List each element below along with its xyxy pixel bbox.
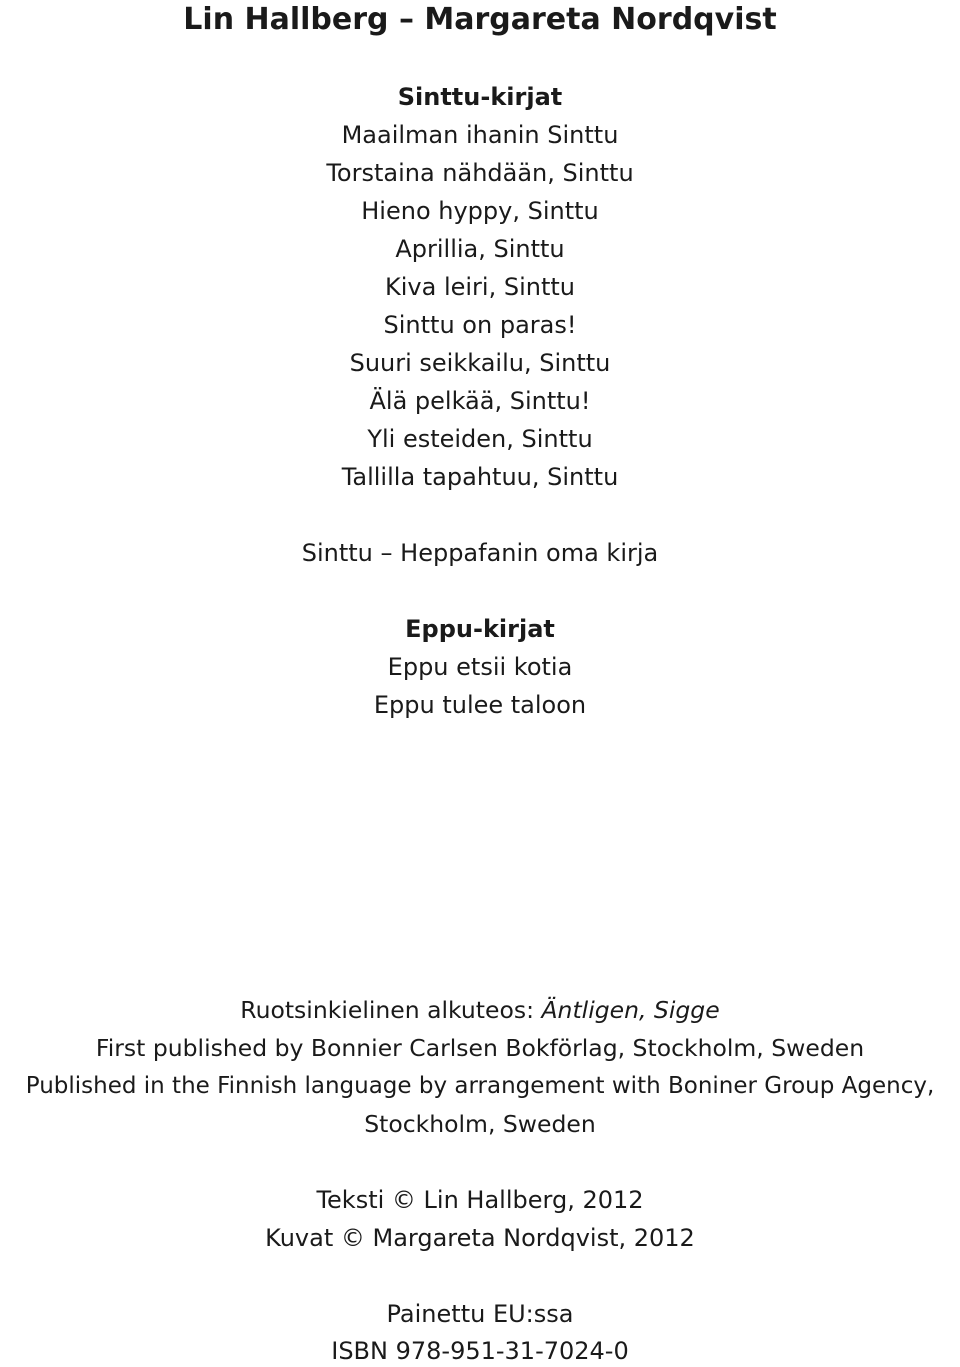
eppu-series-heading: Eppu-kirjat [405,615,555,643]
book-title: Yli esteiden, Sinttu [367,425,593,453]
book-title: Eppu etsii kotia [387,653,573,681]
text-copyright: Teksti © Lin Hallberg, 2012 [316,1186,644,1214]
book-title: Eppu tulee taloon [373,691,587,719]
book-title: Älä pelkää, Sinttu! [369,387,591,415]
finnish-edition-city: Stockholm, Sweden [364,1110,596,1138]
book-title: Suuri seikkailu, Sinttu [349,349,611,377]
book-title: Aprillia, Sinttu [395,235,565,263]
first-published-line: First published by Bonnier Carlsen Bokförlag, Stockholm, Sweden [95,1034,865,1062]
original-title-line [0,994,960,1026]
book-title: Hieno hyppy, Sinttu [361,197,599,225]
original-title-label: Ruotsinkielinen alkuteos: [240,996,542,1024]
book-title: Maailman ihanin Sinttu [341,121,619,149]
illustration-copyright: Kuvat © Margareta Nordqvist, 2012 [265,1224,695,1252]
finnish-edition-line: Published in the Finnish language by arrangement with Boniner Group Agency, [25,1073,935,1099]
printed-in: Painettu EU:ssa [386,1300,574,1328]
book-title: Tallilla tapahtuu, Sinttu [341,463,619,491]
book-title: Sinttu on paras! [383,311,577,339]
book-title: Torstaina nähdään, Sinttu [326,159,634,187]
original-title: Äntligen, Sigge [541,996,720,1024]
fan-book-title: Sinttu – Heppafanin oma kirja [301,539,659,567]
sinttu-series-heading: Sinttu-kirjat [397,83,563,111]
book-title: Kiva leiri, Sinttu [385,273,575,301]
authors-title: Lin Hallberg – Margareta Nordqvist [183,2,777,37]
isbn: ISBN 978-951-31-7024-0 [331,1337,629,1365]
